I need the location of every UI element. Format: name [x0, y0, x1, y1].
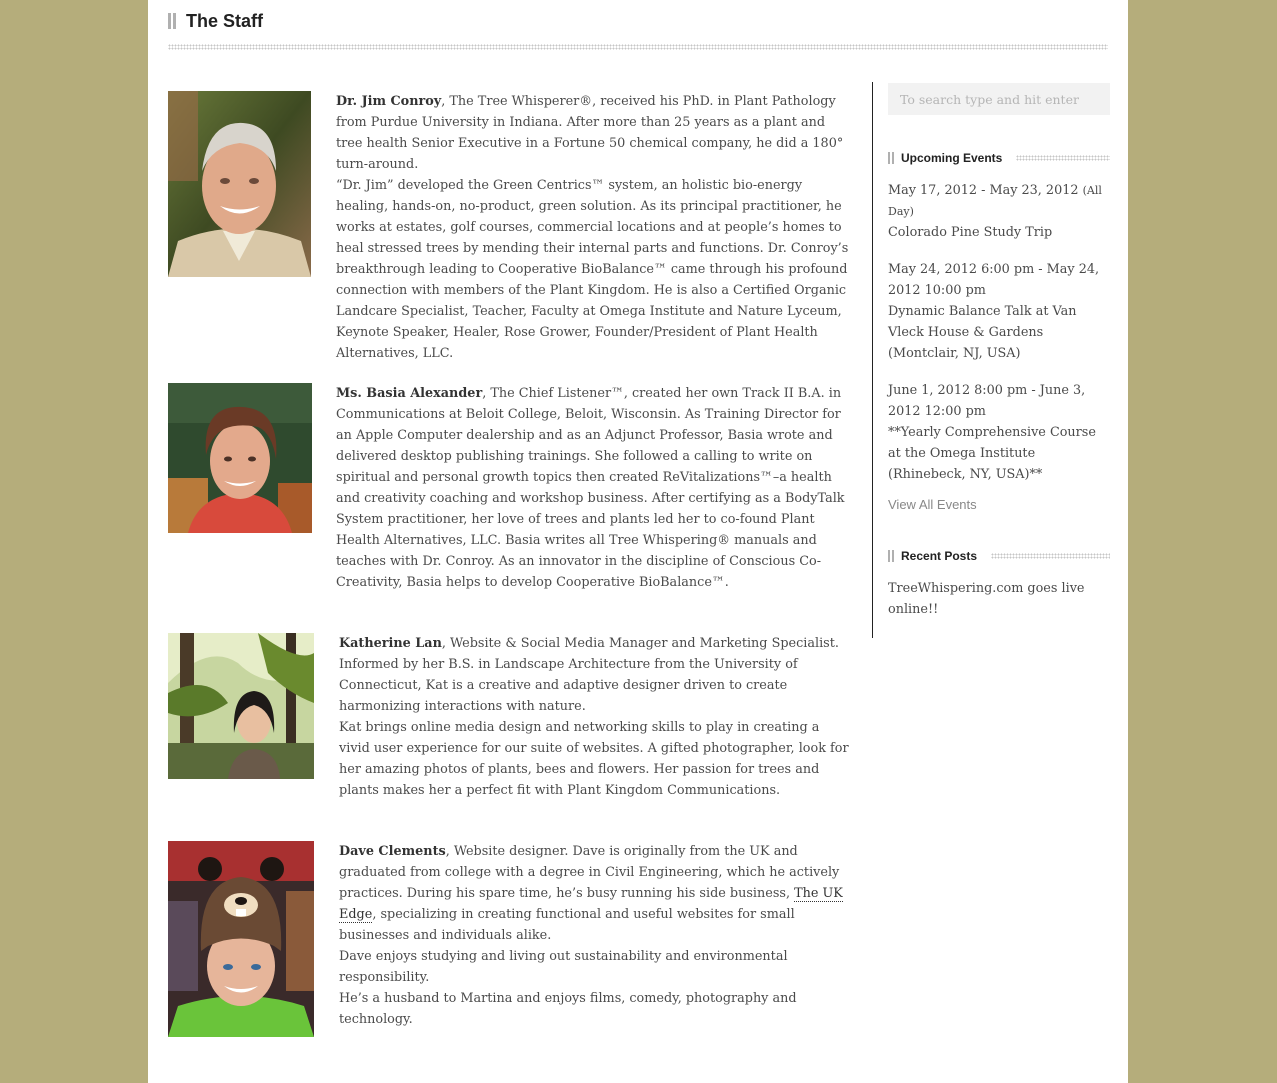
bio-katherine-lan: [339, 633, 854, 801]
upcoming-events-title: Upcoming Events: [901, 151, 1003, 165]
event-link[interactable]: Dynamic Balance Talk at Van Vleck House & Gardens (Montclair, NJ, USA): [888, 304, 1077, 361]
heading-dotted-rule: [1016, 155, 1110, 161]
bio-text: , Website & Social Media Manager and Marketing Specialist. Informed by her B.S. in Landscape Architecture from the University of Connecticut, Kat is a creative and adaptive designer driven to create harmonizing interactions with nature.: [339, 636, 839, 714]
staff-name: Dr. Jim Conroy: [336, 94, 442, 109]
bio-basia-alexander: [336, 383, 851, 593]
title-bars-icon: [168, 13, 178, 29]
bio-text: , Website designer. Dave is originally from the UK and graduated from college with a degree in Civil Engineering, which he actively practices. During his spare time, he’s busy running his side business,: [339, 844, 840, 901]
sidebar: [888, 83, 1110, 620]
bio-text: Kat brings online media design and networking skills to play in creating a vivid user experience for our suite of websites. A gifted photographer, look for her amazing photos of plants, bees and flowers. Her passion for trees and plants makes her a perfect fit with Plant Kingdom Communications.: [339, 720, 849, 798]
photo-dave-clements: [168, 841, 314, 1037]
event-date: May 24, 2012 6:00 pm - May 24, 2012 10:00 pm: [888, 262, 1100, 298]
view-all-events-link[interactable]: View All Events: [888, 497, 977, 512]
bio-text: Dave enjoys studying and living out sustainability and environmental responsibility.: [339, 949, 788, 985]
staff-name: Ms. Basia Alexander: [336, 386, 483, 401]
bio-text: , specializing in creating functional and useful websites for small businesses and individuals alike.: [339, 907, 795, 943]
event-item: [888, 259, 1110, 364]
search-input[interactable]: [888, 83, 1110, 115]
page-title-bar: [168, 9, 263, 33]
uk-edge-link[interactable]: The UK Edge: [339, 886, 843, 922]
heading-bars-icon: [888, 550, 896, 562]
event-date: June 1, 2012 8:00 pm - June 3, 2012 12:00 pm: [888, 383, 1086, 419]
sidebar-divider: [872, 82, 873, 638]
event-item: [888, 380, 1110, 485]
bio-text: , The Tree Whisperer®, received his PhD. in Plant Pathology from Purdue University in Indiana. After more than 25 years as a plant and tree health Senior Executive in a Fortune 50 chemical company, he did a 180° turn-around.: [336, 94, 844, 172]
heading-dotted-rule: [991, 553, 1110, 559]
heading-bars-icon: [888, 152, 896, 164]
event-link[interactable]: **Yearly Comprehensive Course at the Omega Institute (Rhinebeck, NY, USA)**: [888, 425, 1096, 482]
bio-dave-clements: [339, 841, 854, 1030]
recent-post-link[interactable]: TreeWhispering.com goes live online!!: [888, 581, 1085, 617]
recent-posts-heading: [888, 548, 1110, 564]
event-date: May 17, 2012 - May 23, 2012: [888, 183, 1079, 198]
staff-name: Dave Clements: [339, 844, 446, 859]
upcoming-events-heading: [888, 150, 1110, 166]
event-item: [888, 180, 1110, 243]
bio-text: He’s a husband to Martina and enjoys films, comedy, photography and technology.: [339, 991, 797, 1027]
event-link[interactable]: Colorado Pine Study Trip: [888, 225, 1053, 240]
bio-text: , The Chief Listener™, created her own Track II B.A. in Communications at Beloit College, Beloit, Wisconsin. As Training Director for an Apple Computer dealership and as an Adjunct Professor, Basia wrote and delivered desktop publishing trainings. She followed a calling to write on spiritual and personal growth topics then created ReVitalizations™–a health and creativity coaching and workshop business. After certifying as a BodyTalk System practitioner, her love of trees and plants led her to co-found Plant Health Alternatives, LLC. Basia writes all Tree Whispering® manuals and teaches with Dr. Conroy. As an innovator in the discipline of Conscious Co-Creativity, Basia helps to develop Cooperative BioBalance™.: [336, 386, 845, 590]
photo-basia-alexander: [168, 383, 312, 533]
title-dotted-rule: [168, 44, 1108, 50]
events-list: [888, 180, 1110, 485]
photo-jim-conroy: [168, 91, 311, 277]
recent-posts-list: [888, 578, 1110, 620]
staff-name: Katherine Lan: [339, 636, 442, 651]
page-container: [148, 0, 1128, 1083]
photo-katherine-lan: [168, 633, 314, 779]
bio-jim-conroy: [336, 91, 851, 364]
bio-text: “Dr. Jim” developed the Green Centrics™ system, an holistic bio-energy healing, hands-on, no-product, green solution. As its principal practitioner, he works at estates, golf courses, commercial locations and at people’s homes to heal stressed trees by mending their internal parts and functions. Dr. Conroy’s breakthrough leading to Cooperative BioBalance™ came through his profound connection with members of the Plant Kingdom. He is also a Certified Organic Landcare Specialist, Teacher, Faculty at Omega Institute and Nature Lyceum, Keynote Speaker, Healer, Rose Grower, Founder/President of Plant Health Alternatives, LLC.: [336, 178, 849, 361]
event-allday: (All Day): [888, 184, 1102, 218]
page-title: The Staff: [186, 10, 264, 31]
recent-posts-title: Recent Posts: [901, 549, 978, 563]
